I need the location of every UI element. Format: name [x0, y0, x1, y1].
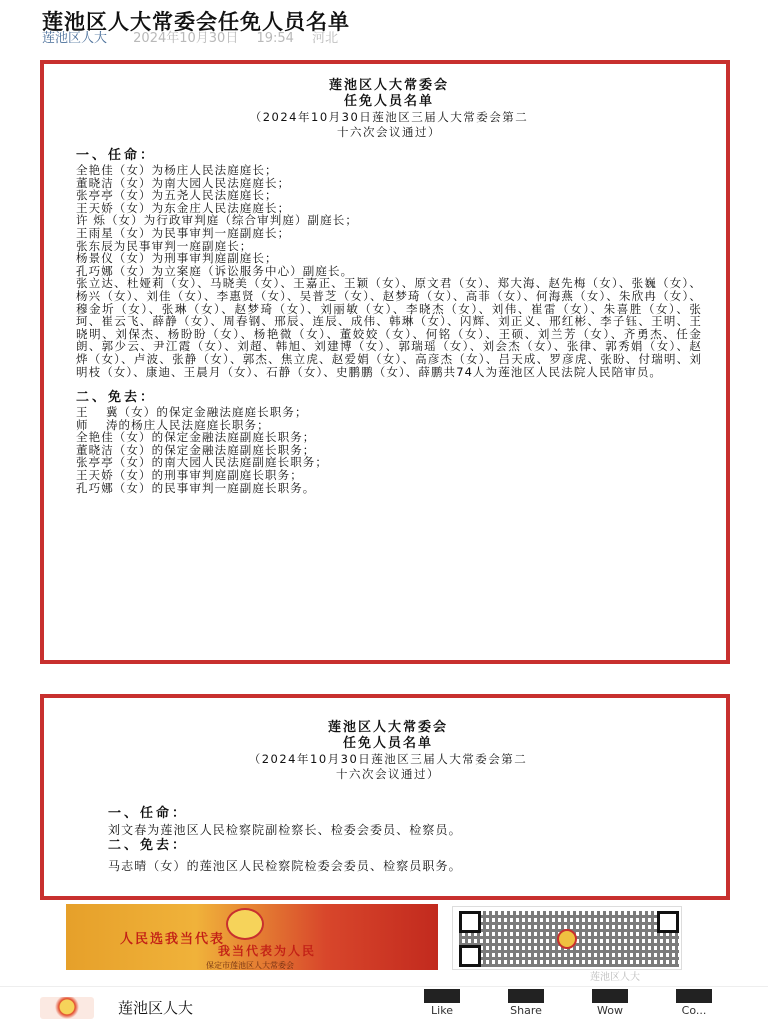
- share-icon: [508, 989, 544, 1003]
- card-list-title: 任免人员名单: [342, 736, 433, 751]
- card-org-title: 莲池区人大常委会: [327, 720, 448, 735]
- publish-time: 19:54: [256, 31, 294, 46]
- remove-item: 全艳佳（女）的保定金融法庭副庭长职务；: [76, 430, 316, 445]
- jurors-paragraph: 张立达、杜娅莉（女）、马晓美（女）、王嘉正、王颖（女）、原文君（女）、郑大海、赵先梅（女）、张巍（女）、杨兴（女）、刘佳（女）、李惠贤（女）、吴普芝（女）、赵梦琦（女）、高菲（女）、何海燕（女）、朱欣冉（女）、穆金圻（女）、张琳（女）、赵梦琦（女）、刘丽敏（女）、李晓杰（女）、刘伟、崔雷（女）、朱喜胜（女）、张珂、崔云飞、薛静（女）、周春钢、邢辰、连辰、成伟、韩琳（女）、闪辉、刘正义、邢红彬、李子钰、王明、王晓明、刘保杰、杨盼盼（女）、杨艳微（女）、董姣姣（女）、何铭（女）、王硕、刘兰芳（女）、齐勇杰、任金朗、郭少云、尹江霞（女）、刘超、韩旭、刘建博（女）、郭瑞瑶（女）、刘会杰（女）、张律、郭秀娟（女）、赵烨（女）、卢波、张静（女）、郭杰、焦立虎、赵爱娟（女）、高彦杰（女）、吕天成、罗彦虎、张盼、付瑞明、刘明枝（女）、康迪、王晨月（女）、石静（女）、史鹏鹏（女）、薛鹏共74人为莲池区人民法院人民陪审员。: [76, 276, 702, 379]
- like-button[interactable]: [416, 989, 468, 1023]
- appoint-item: 全艳佳（女）为杨庄人民法庭庭长；: [76, 163, 278, 177]
- account-name[interactable]: 莲池区人大: [118, 999, 194, 1017]
- like-icon: [424, 989, 460, 1003]
- card-list-title: 任免人员名单: [343, 94, 434, 109]
- wow-icon: [592, 989, 628, 1003]
- card-meeting-note-cont: 十六次会议通过）: [337, 125, 441, 139]
- remove-list: [76, 406, 702, 494]
- wow-button[interactable]: [584, 989, 636, 1023]
- remove-section-title: 二、免去：: [76, 390, 157, 406]
- appoint-section-title: 一、任命：: [108, 806, 189, 821]
- comment-label: Co...: [681, 1004, 707, 1017]
- qr-code[interactable]: [452, 906, 682, 970]
- publish-date: 2024年10月30日: [133, 31, 239, 46]
- banner-slogan-1: 人民选我当代表: [120, 932, 226, 947]
- remove-section-title: 二、免去：: [108, 838, 189, 853]
- national-emblem-icon: [226, 908, 264, 940]
- share-button[interactable]: [500, 989, 552, 1023]
- appoint-section-title: 一、任命：: [76, 148, 157, 163]
- appoint-item: 王雨星（女）为民事审判一庭副庭长；: [76, 225, 291, 240]
- remove-item: 王天娇（女）的刑事审判庭副庭长职务；: [76, 468, 303, 483]
- remove-item: 张亭亭（女）的南大园人民法庭副庭长职务；: [76, 455, 328, 470]
- appoint-item: 杨景仪（女）为刑事审判庭副庭长；: [76, 251, 278, 266]
- like-label: Like: [431, 1004, 453, 1017]
- appoint-item: 王天娇（女）为东金庄人民法庭庭长；: [76, 200, 291, 215]
- appoint-item: 张亭亭（女）为五尧人民法庭庭长；: [76, 188, 278, 203]
- remove-item: 师 涛的杨庄人民法庭庭长职务；: [76, 417, 270, 432]
- image-watermark: 莲池区人大: [590, 972, 640, 983]
- qr-finder: [459, 945, 481, 967]
- appoint-item: 许 烁（女）为行政审判庭（综合审判庭）副庭长；: [76, 213, 358, 228]
- qr-finder: [657, 911, 679, 933]
- bottom-action-bar: [0, 986, 768, 1025]
- comment-button[interactable]: [668, 989, 720, 1023]
- comment-icon: [676, 989, 712, 1003]
- article-meta: [42, 27, 352, 46]
- appoint-item: 孔巧娜（女）为立案庭（诉讼服务中心）副庭长。: [76, 263, 354, 278]
- wow-label: Wow: [597, 1004, 623, 1017]
- appoint-item: 刘文春为莲池区人民检察院副检察长、检委会委员、检察员。: [108, 823, 462, 837]
- appoint-list: [76, 164, 702, 378]
- card-meeting-note-cont: 十六次会议通过）: [336, 767, 440, 781]
- remove-item: 董晓洁（女）的保定金融法庭副庭长职务；: [76, 442, 316, 457]
- appoint-item: 张东辰为民事审判一庭副庭长；: [76, 238, 253, 253]
- appoint-item: 董晓洁（女）为南大园人民法庭庭长；: [76, 175, 291, 190]
- procuratorate-appointment-card: [40, 694, 730, 900]
- card-meeting-note: （2024年10月30日莲池区三届人大常委会第二: [248, 752, 528, 766]
- remove-item: 孔巧娜（女）的民事审判一庭副庭长职务。: [76, 480, 316, 495]
- card-meeting-note: （2024年10月30日莲池区三届人大常委会第二: [249, 110, 529, 124]
- qr-finder: [459, 911, 481, 933]
- banner-footer: 保定市莲池区人大常委会: [206, 961, 294, 970]
- publish-location: 河北: [312, 31, 339, 46]
- promo-banner[interactable]: [66, 904, 438, 970]
- card-org-title: 莲池区人大常委会: [328, 78, 449, 93]
- court-appointment-card: [40, 60, 730, 664]
- article-title: 莲池区人大常委会任免人员名单: [42, 10, 350, 34]
- source-account-link[interactable]: 莲池区人大: [42, 31, 108, 46]
- qr-logo-icon: [557, 929, 577, 949]
- share-label: Share: [510, 1004, 542, 1017]
- account-avatar[interactable]: [40, 997, 94, 1019]
- remove-item: 王 冀（女）的保定金融法庭庭长职务；: [76, 405, 308, 420]
- remove-item: 马志晴（女）的莲池区人民检察院检委会委员、检察员职务。: [108, 859, 462, 873]
- banner-slogan-2: 我当代表为人民: [218, 944, 317, 958]
